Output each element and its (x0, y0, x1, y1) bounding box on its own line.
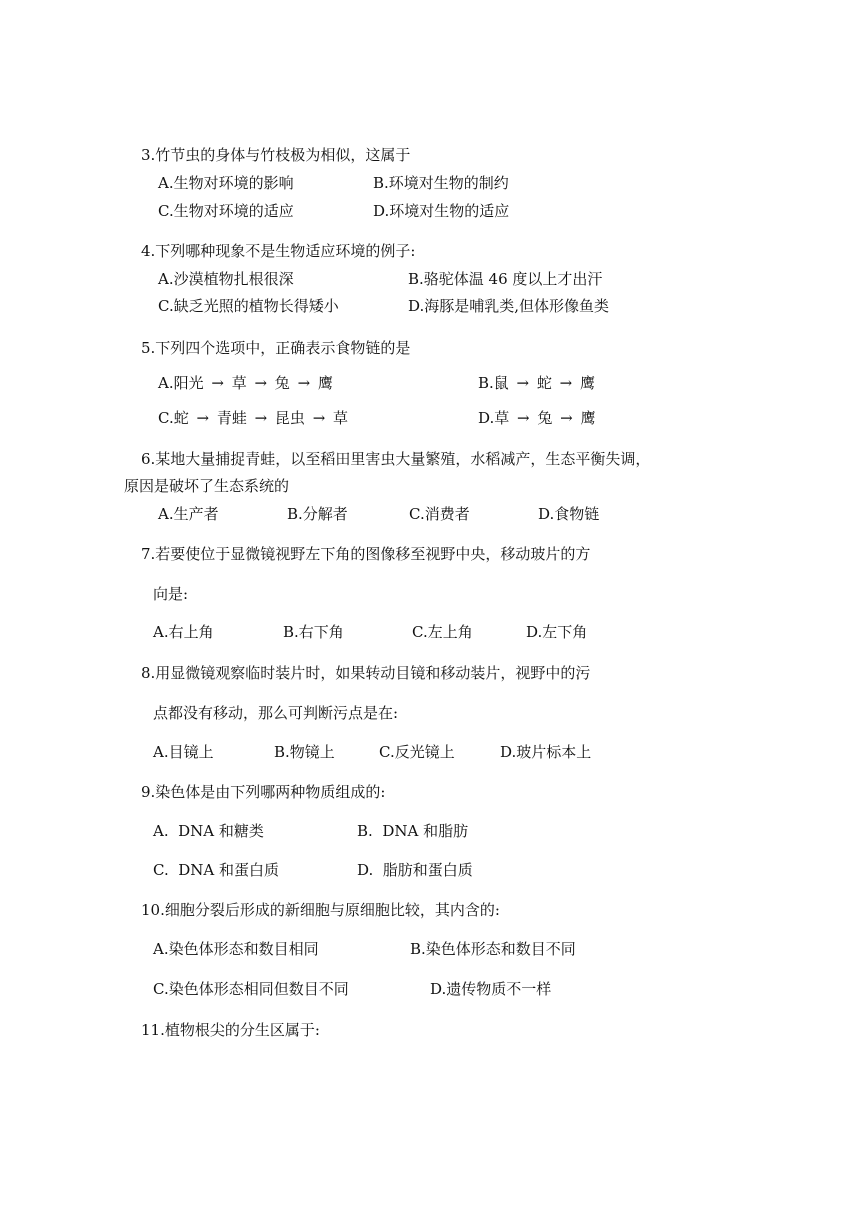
question-7-option-c: C.左上角 (412, 623, 473, 641)
question-5-option-d: D.草 → 兔 → 鹰 (478, 409, 596, 427)
question-10-option-b: B.染色体形态和数目不同 (410, 940, 576, 958)
question-8-option-b: B.物镜上 (274, 743, 335, 761)
question-7-option-d: D.左下角 (526, 623, 588, 641)
question-4-option-a: A.沙漠植物扎根很深 (158, 270, 294, 288)
question-6-stem-continued: 原因是破坏了生态系统的 (124, 477, 290, 495)
question-5-option-b: B.鼠 → 蛇 → 鹰 (478, 374, 596, 392)
question-4-option-b: B.骆驼体温 46 度以上才出汗 (408, 270, 603, 288)
question-4-option-c: C.缺乏光照的植物长得矮小 (158, 297, 339, 315)
question-7-option-a: A.右上角 (153, 623, 214, 641)
question-9-option-c: C. DNA 和蛋白质 (153, 861, 279, 879)
question-10-option-a: A.染色体形态和数目相同 (153, 940, 319, 958)
question-6-stem: 6.某地大量捕捉青蛙，以至稻田里害虫大量繁殖，水稻减产，生态平衡失调， (141, 450, 651, 468)
question-10-option-c: C.染色体形态相同但数目不同 (153, 980, 349, 998)
question-4-option-d: D.海豚是哺乳类,但体形像鱼类 (408, 297, 610, 315)
question-11-stem: 11.植物根尖的分生区属于: (141, 1021, 320, 1039)
question-4-stem: 4.下列哪种现象不是生物适应环境的例子: (141, 242, 416, 260)
question-9-option-d: D. 脂肪和蛋白质 (357, 861, 473, 879)
question-5-stem: 5.下列四个选项中，正确表示食物链的是 (141, 339, 411, 357)
question-8-option-d: D.玻片标本上 (500, 743, 592, 761)
question-9-option-b: B. DNA 和脂肪 (357, 822, 469, 840)
question-3-stem: 3.竹节虫的身体与竹枝极为相似，这属于 (141, 146, 411, 164)
question-10-option-d: D.遗传物质不一样 (430, 980, 552, 998)
question-9-stem: 9.染色体是由下列哪两种物质组成的: (141, 783, 386, 801)
question-9-option-a: A. DNA 和糖类 (153, 822, 264, 840)
question-3-option-b: B.环境对生物的制约 (373, 174, 509, 192)
question-10-stem: 10.细胞分裂后形成的新细胞与原细胞比较，其内含的: (141, 901, 500, 919)
question-3-option-c: C.生物对环境的适应 (158, 202, 294, 220)
question-3-option-d: D.环境对生物的适应 (373, 202, 510, 220)
question-8-stem-continued: 点都没有移动，那么可判断污点是在: (153, 704, 399, 722)
question-5-option-a: A.阳光 → 草 → 兔 → 鹰 (158, 374, 333, 392)
question-5-option-c: C.蛇 → 青蛙 → 昆虫 → 草 (158, 409, 349, 427)
question-7-stem-continued: 向是: (153, 585, 189, 603)
question-6-option-c: C.消费者 (409, 505, 470, 523)
question-7-stem: 7.若要使位于显微镜视野左下角的图像移至视野中央，移动玻片的方 (141, 545, 591, 563)
question-6-option-b: B.分解者 (287, 505, 348, 523)
question-7-option-b: B.右下角 (283, 623, 344, 641)
question-8-stem: 8.用显微镜观察临时装片时，如果转动目镜和移动装片，视野中的污 (141, 664, 591, 682)
question-3-option-a: A.生物对环境的影响 (158, 174, 294, 192)
question-8-option-a: A.目镜上 (153, 743, 214, 761)
question-6-option-a: A.生产者 (158, 505, 219, 523)
question-8-option-c: C.反光镜上 (379, 743, 455, 761)
question-6-option-d: D.食物链 (538, 505, 600, 523)
